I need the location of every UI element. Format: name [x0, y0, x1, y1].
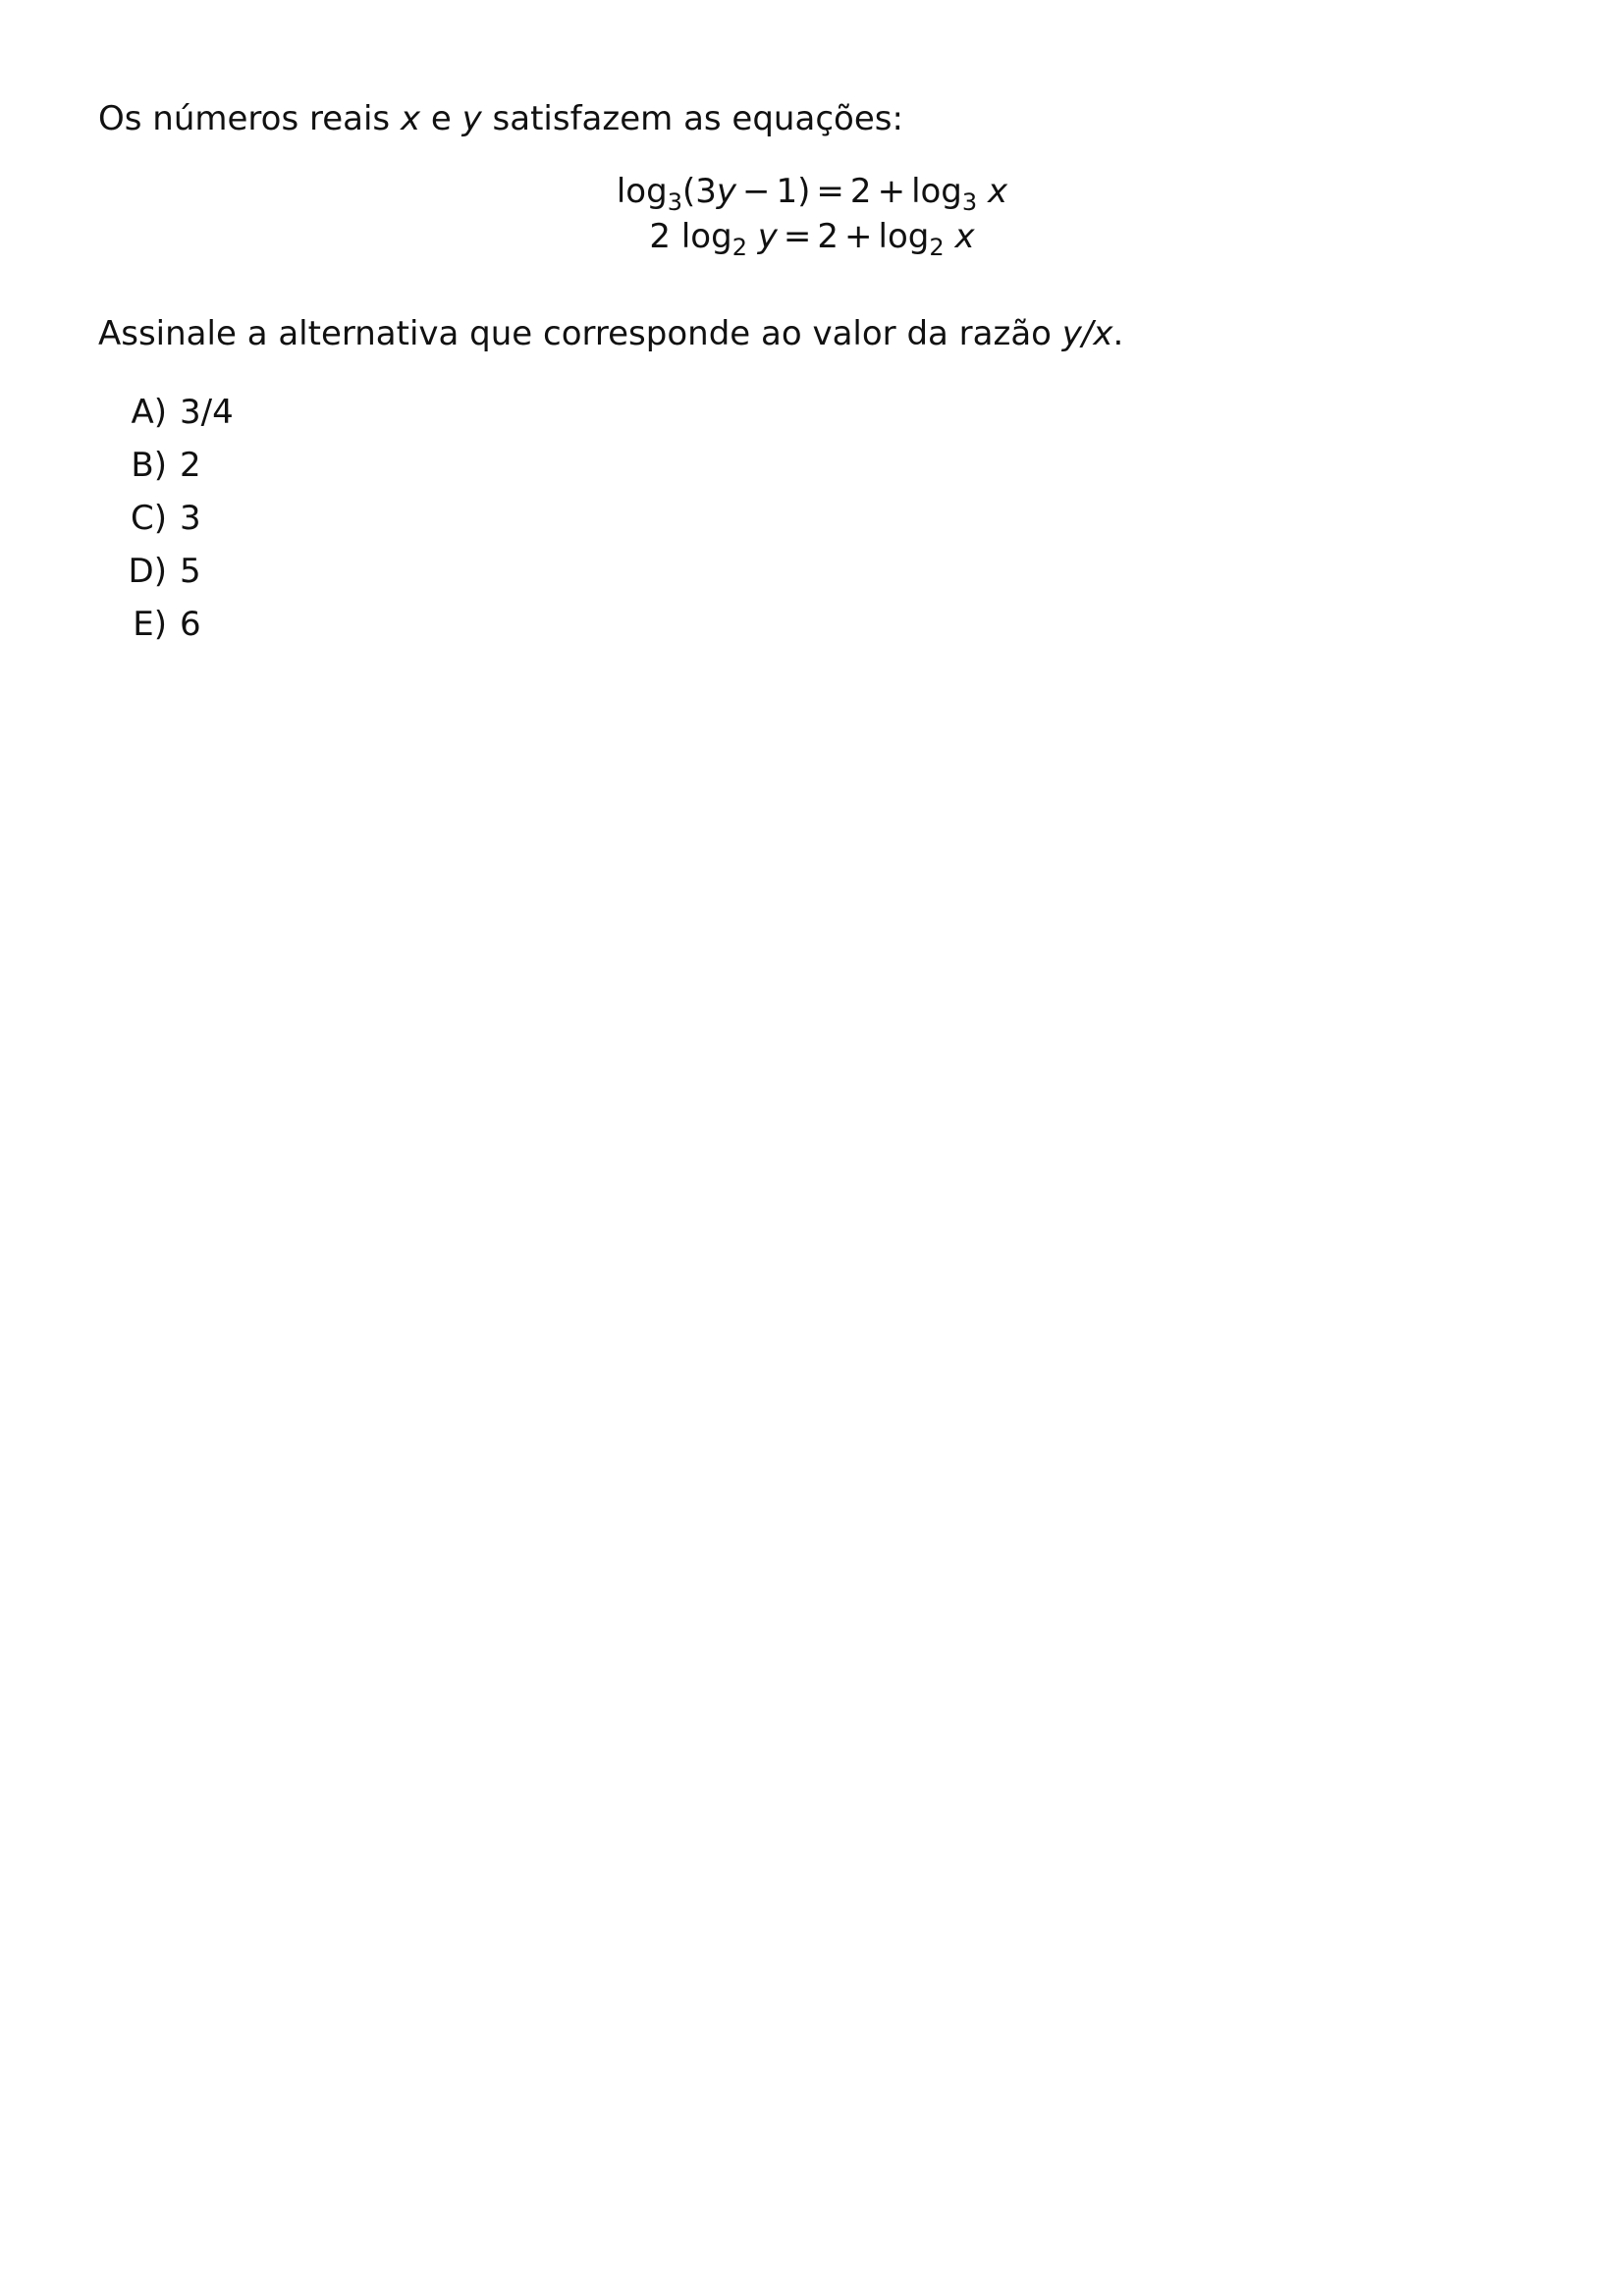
equation-2 — [0, 214, 1624, 259]
eq2-rhs-log-base: 2 — [929, 234, 945, 261]
instruction-prefix: Assinale a alternativa que corresponde ao valor da razão — [98, 314, 1062, 353]
eq2-two: 2 — [817, 217, 839, 256]
option-e[interactable] — [98, 598, 234, 651]
eq1-rhs-log-base: 3 — [961, 188, 978, 216]
eq1-equals: = — [816, 172, 844, 211]
eq1-log-base: 3 — [667, 188, 682, 216]
eq2-equals: = — [783, 217, 812, 256]
option-letter: C) — [130, 499, 167, 538]
eq1-arg-close: 1) — [776, 172, 811, 211]
eq1-rhs-var: x — [988, 172, 1008, 211]
eq2-log: log — [680, 217, 732, 256]
eq2-rhs-var: x — [954, 217, 975, 256]
equation-1 — [0, 169, 1624, 214]
option-a[interactable] — [98, 386, 234, 439]
option-letter: A) — [131, 393, 167, 432]
eq2-coef: 2 — [649, 217, 672, 256]
intro-connector: e — [420, 99, 462, 138]
intro-suffix: satisfazem as equações: — [481, 99, 903, 138]
intro-prefix: Os números reais — [98, 99, 401, 138]
option-letter: E) — [133, 605, 167, 644]
eq2-rhs-log: log — [878, 217, 930, 256]
instruction-suffix: . — [1112, 314, 1124, 353]
eq1-arg-open: (3 — [681, 172, 717, 211]
variable-x: x — [400, 99, 421, 138]
eq2-log-base: 2 — [731, 234, 747, 261]
option-text: 3 — [180, 499, 201, 538]
variable-y: y — [461, 99, 482, 138]
eq1-arg-var: y — [716, 172, 737, 211]
answer-options — [98, 386, 234, 651]
option-text: 5 — [180, 552, 201, 591]
eq1-two: 2 — [849, 172, 872, 211]
eq1-plus: + — [877, 172, 906, 211]
eq1-log: log — [616, 172, 668, 211]
eq2-plus: + — [844, 217, 873, 256]
eq2-lhs-var: y — [757, 217, 778, 256]
option-letter: B) — [131, 446, 167, 485]
option-letter: D) — [128, 552, 167, 591]
option-c[interactable] — [98, 492, 234, 545]
eq1-rhs-log: log — [911, 172, 962, 211]
option-text: 2 — [180, 446, 201, 485]
ratio-expression: y/x — [1061, 314, 1113, 353]
option-d[interactable] — [98, 545, 234, 598]
question-intro — [98, 96, 903, 141]
option-text: 6 — [180, 605, 201, 644]
option-b[interactable] — [98, 439, 234, 492]
option-text: 3/4 — [180, 393, 234, 432]
question-instruction — [98, 311, 1123, 356]
eq1-minus: − — [742, 172, 771, 211]
